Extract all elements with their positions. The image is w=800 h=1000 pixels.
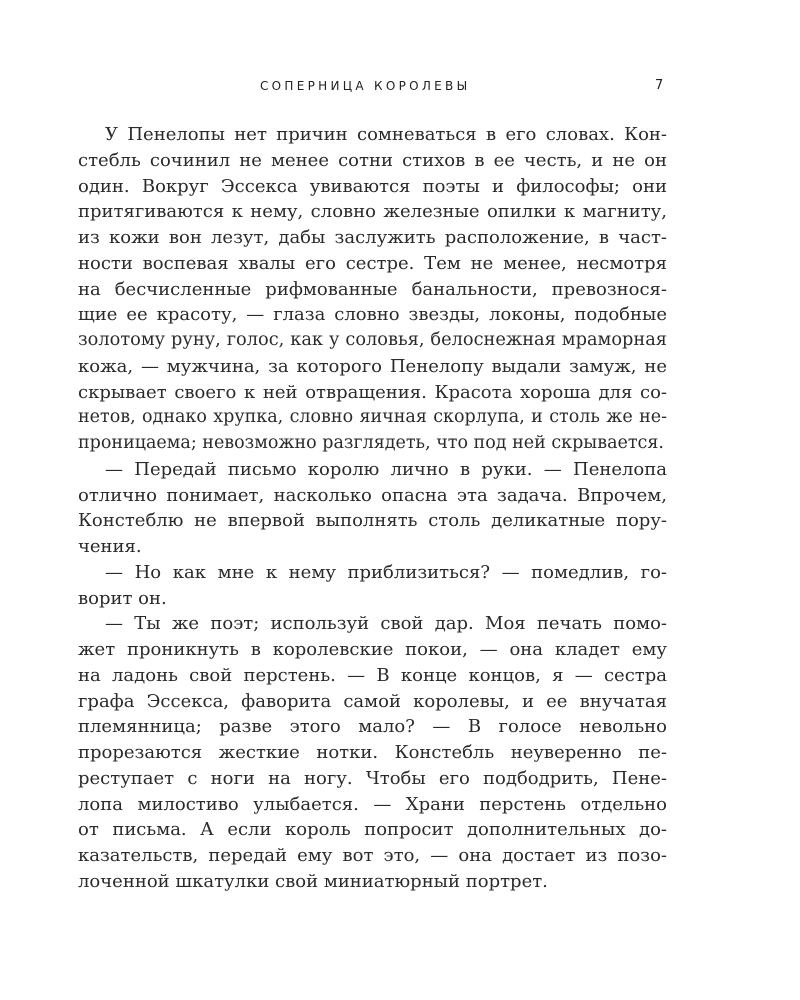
text-line: реступает с ноги на ногу. Чтобы его подбодрить, Пене- — [78, 767, 667, 789]
text-line: ворит он. — [78, 587, 167, 609]
text-line: притягиваются к нему, словно железные опилки к магниту, — [78, 201, 667, 223]
text-line: ности воспевая хвалы его сестре. Тем не менее, несмотря — [78, 252, 667, 274]
text-line: щие ее красоту, — глаза словно звезды, локоны, подобные — [78, 304, 667, 326]
text-line: племянница; разве этого мало? — В голосе невольно — [78, 716, 667, 738]
text-line: из кожи вон лезут, дабы заслужить расположение, в част- — [78, 227, 667, 248]
body-text — [78, 122, 667, 895]
text-line: кожа, — мужчина, за которого Пенелопу выдали замуж, не — [78, 355, 667, 377]
text-line: стебль сочинил не менее сотни стихов в ее честь, и не он — [78, 149, 667, 171]
text-line: графа Эссекса, фаворита самой королевы, и ее внучатая — [78, 690, 667, 712]
page-number: 7 — [655, 78, 664, 93]
text-line: лоченной шкатулки свой миниатюрный портрет. — [78, 870, 548, 892]
text-line: на бесчисленные рифмованные банальности, превознося- — [78, 278, 667, 300]
text-line: прорезаются жесткие нотки. Констебль неуверенно пе- — [78, 742, 667, 763]
text-line: отлично понимает, насколько опасна эта задача. Впрочем, — [78, 484, 667, 506]
text-line: на ладонь свой перстень. — В конце концов, я — сестра — [78, 664, 667, 686]
text-line: проницаема; невозможно разглядеть, что под ней скрывается. — [78, 433, 664, 453]
text-line: казательств, передай ему вот это, — она достает из позо- — [78, 845, 667, 866]
text-line: У Пенелопы нет причин сомневаться в его словах. Кон- — [105, 124, 667, 145]
text-line: — Но как мне к нему приблизиться? — помедлив, го- — [105, 561, 667, 583]
text-line: нетов, однако хрупка, словно яичная скорлупа, и столь же не- — [78, 407, 667, 428]
text-line: лопа милостиво улыбается. — Храни перстень отдельно — [78, 793, 667, 815]
text-line: от письма. А если король попросит дополнительных до- — [78, 819, 667, 841]
text-line: чения. — [78, 536, 142, 557]
text-line: один. Вокруг Эссекса увиваются поэты и философы; они — [78, 175, 667, 197]
text-line: жет проникнуть в королевские покои, — она кладет ему — [78, 639, 667, 660]
text-line: золотому руну, голос, как у соловья, белоснежная мраморная — [78, 330, 667, 350]
text-line: — Передай письмо королю лично в руки. — Пенелопа — [105, 458, 667, 480]
text-line: скрывает своего к ней отвращения. Красота хороша для со- — [78, 381, 667, 403]
text-line: Констеблю не впервой выполнять столь деликатные пору- — [78, 510, 667, 532]
running-head-title: СОПЕРНИЦА КОРОЛЕВЫ — [260, 79, 471, 93]
text-line: — Ты же поэт; используй свой дар. Моя печать помо- — [105, 613, 667, 635]
